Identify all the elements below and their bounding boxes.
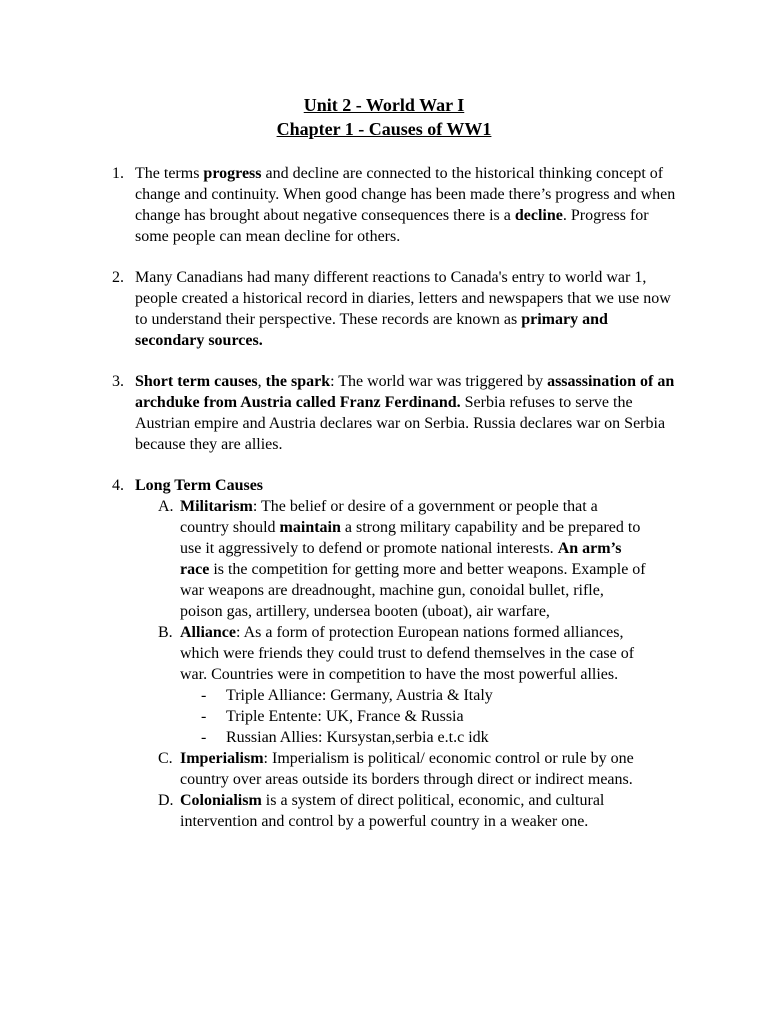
list-item	[135, 685, 680, 706]
text-run: : Imperialism is political/ economic control or rule by one country over areas outside its borders through direct or indirect means.	[180, 750, 634, 788]
item-number: 1.	[112, 165, 124, 182]
bold-term: decline	[514, 207, 563, 224]
bold-term: An arm’s race	[180, 540, 622, 578]
bold-term: the spark	[265, 373, 331, 390]
unit-title: Unit 2 - World War I	[303, 95, 465, 115]
sub-item-militarism	[135, 496, 680, 622]
bold-term: Militarism	[180, 498, 253, 515]
bold-term: maintain	[279, 519, 341, 536]
sub-item-text	[180, 496, 650, 622]
item-number: 2.	[112, 269, 124, 286]
bold-term: Imperialism	[180, 750, 264, 767]
bold-term: primary and secondary sources.	[135, 311, 608, 349]
text-run: is the competition for getting more and better weapons. Example of war weapons are dreadnought, machine gun, conoidal bullet, rifle, poison gas, artillery, undersea booten (uboat), air warfare,	[180, 561, 646, 620]
alliance-list	[135, 685, 680, 748]
sub-item-alliance	[135, 622, 680, 748]
text-run: Serbia refuses to serve the Austrian empire and Austria declares war on Serbia. Russia declares war on Serbia because they are allies.	[135, 394, 666, 453]
sub-item-text	[180, 748, 650, 790]
item-text	[135, 163, 680, 247]
bold-term: Short term causes	[135, 373, 258, 390]
item-text	[135, 371, 680, 455]
list-item	[135, 727, 680, 748]
sub-item-imperialism	[135, 748, 680, 790]
text-run: : The world war was triggered by	[330, 373, 548, 390]
sub-item-text	[180, 790, 650, 832]
sub-item-colonialism	[135, 790, 680, 832]
sub-item-label: C.	[158, 750, 173, 767]
item-number: 4.	[112, 477, 124, 494]
item-text	[135, 267, 680, 351]
alliance-entry: Triple Entente: UK, France & Russia	[226, 708, 464, 725]
section-heading: Long Term Causes	[135, 477, 264, 494]
dash-bullet: -	[201, 708, 207, 725]
list-item	[135, 706, 680, 727]
sub-item-label: D.	[158, 792, 174, 809]
text-run: a strong military capability and be prepared to use it aggressively to defend or promote national interests.	[180, 519, 641, 557]
alliance-entry: Triple Alliance: Germany, Austria & Italy	[226, 687, 493, 704]
dash-bullet: -	[201, 687, 207, 704]
text-run: is a system of direct political, economic, and cultural intervention and control by a powerful country in a weaker one.	[180, 792, 605, 830]
item-text	[135, 475, 680, 832]
text-run: and decline are connected to the historical thinking concept of change and continuity. When good change has been made there’s progress and when change has brought about negative consequences there is a	[135, 165, 676, 224]
text-run: Many Canadians had many different reactions to Canada's entry to world war 1, people created a historical record in diaries, letters and newspapers that we use now to understand their perspective. These records are known as	[135, 269, 671, 328]
chapter-title: Chapter 1 - Causes of WW1	[276, 119, 492, 139]
dash-bullet: -	[201, 729, 207, 746]
sub-item-text	[180, 622, 650, 685]
bold-term: Alliance	[180, 624, 236, 641]
text-run: : The belief or desire of a government or people that a country should	[180, 498, 598, 536]
text-run: : As a form of protection European nations formed alliances, which were friends they could trust to defend themselves in the case of war. Countries were in competition to have the most powerful allies.	[180, 624, 635, 683]
text-run: . Progress for some people can mean decline for others.	[135, 207, 649, 245]
item-number: 3.	[112, 373, 124, 390]
text-run: The terms	[135, 165, 204, 182]
sub-item-label: B.	[158, 624, 173, 641]
sub-item-label: A.	[158, 498, 174, 515]
bold-term: progress	[203, 165, 262, 182]
alliance-entry: Russian Allies: Kursystan,serbia e.t.c idk	[226, 729, 489, 746]
bold-term: Colonialism	[180, 792, 262, 809]
bold-term: assassination of an archduke from Austria called Franz Ferdinand.	[135, 373, 675, 411]
text-run: ,	[257, 373, 266, 390]
